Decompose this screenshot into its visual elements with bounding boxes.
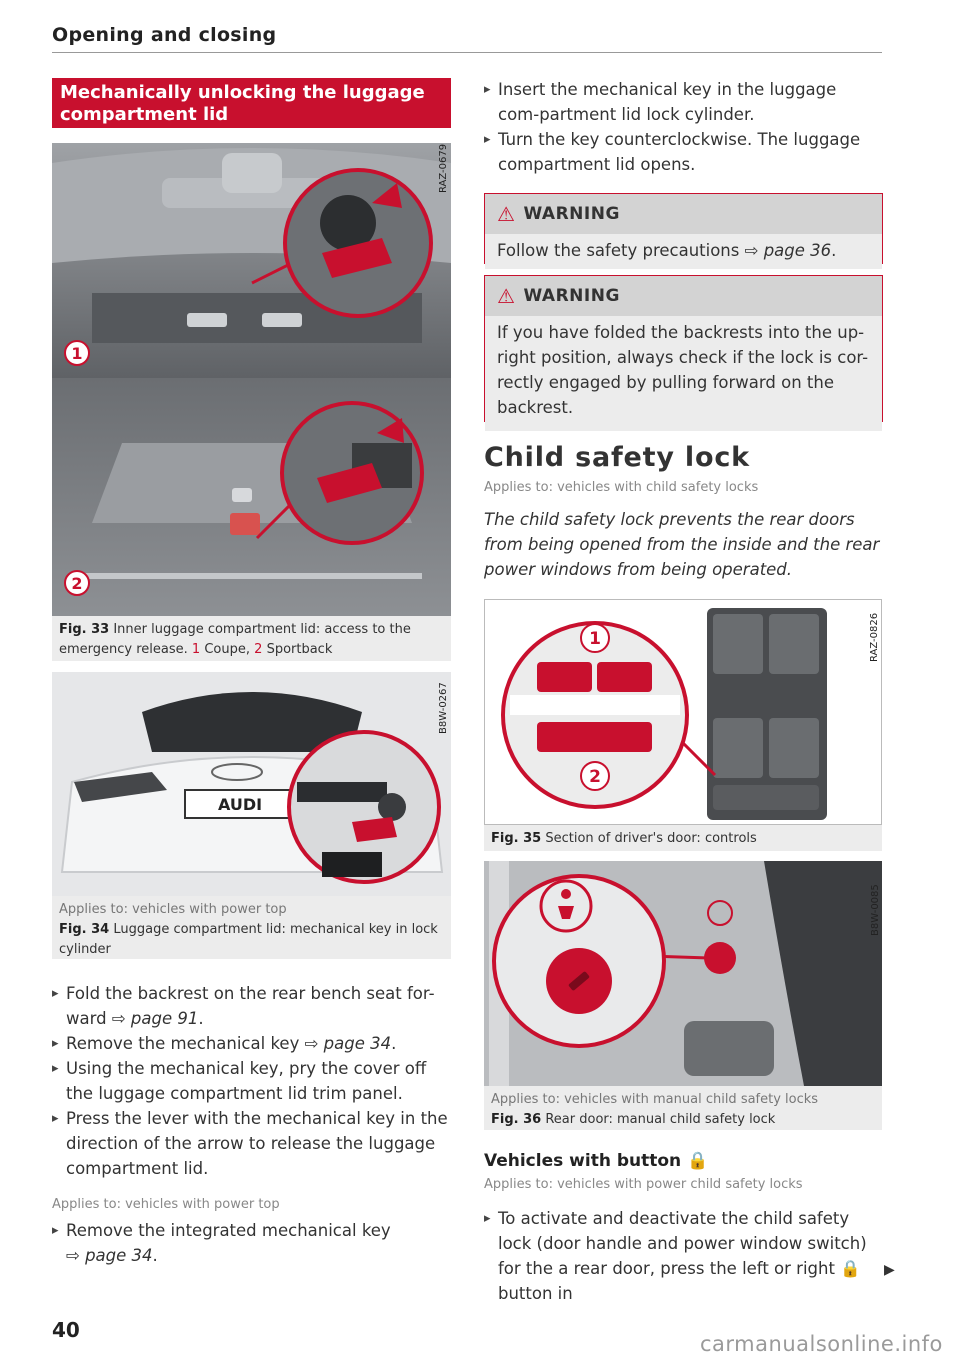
warning-box-1 bbox=[484, 193, 883, 264]
figure-34-badge: AUDI bbox=[217, 795, 263, 814]
figure-33-caption-text-c: Sportback bbox=[266, 642, 333, 657]
warning-2-body: If you have folded the backrests into the up-right position, always check if the lock is cor-rectly engaged by pulling forward on the backrest. bbox=[485, 316, 882, 431]
warning-1-tail: . bbox=[831, 241, 837, 260]
figure-34-illustration bbox=[52, 672, 451, 896]
figure-36-code: B8W-0085 bbox=[870, 884, 881, 936]
figure-35 bbox=[484, 599, 882, 825]
figure-33-caption bbox=[52, 616, 451, 661]
figure-35-marker-1: 1 bbox=[589, 629, 601, 649]
figure-33-marker-1: 1 bbox=[71, 344, 83, 363]
page-34-link-2[interactable]: ⇨ page 34 bbox=[66, 1246, 153, 1265]
warning-2-title: WARNING bbox=[523, 286, 620, 306]
step-activate-tail: button in bbox=[498, 1284, 573, 1303]
warning-triangle-icon: ⚠ bbox=[497, 202, 516, 226]
page-91-link[interactable]: ⇨ page 91 bbox=[111, 1009, 199, 1028]
figure-33-caption-text-a: Inner luggage compartment lid: access to the emergency release. bbox=[59, 622, 411, 657]
step-remove-key-text: Remove the mechanical key bbox=[66, 1034, 300, 1053]
step-fold-tail: . bbox=[198, 1009, 204, 1028]
figure-33-marker-2: 2 bbox=[71, 574, 83, 593]
figure-36-applies: Applies to: vehicles with manual child safety locks bbox=[491, 1092, 819, 1107]
page-36-link[interactable]: ⇨ page 36 bbox=[744, 241, 832, 260]
figure-33 bbox=[52, 143, 451, 616]
figure-33-caption-marker-1: 1 bbox=[191, 642, 201, 657]
figure-36-caption bbox=[484, 1086, 882, 1130]
child-safety-lead: The child safety lock prevents the rear doors from being opened from the inside and the rear power windows from being operated. bbox=[484, 510, 880, 579]
warning-triangle-icon-2: ⚠ bbox=[497, 284, 516, 308]
warning-1-body bbox=[485, 234, 882, 269]
figure-34 bbox=[52, 672, 451, 896]
step-insert-key: ▸ Insert the mechanical key in the luggage com-partment lid lock cylinder. bbox=[484, 77, 882, 127]
figure-34-applies: Applies to: vehicles with power top bbox=[59, 902, 287, 917]
step-fold-backrest bbox=[52, 981, 451, 1031]
figure-34-caption bbox=[52, 896, 451, 959]
step-activate-text: To activate and deactivate the child safety lock (door handle and power window switch) for the a rear door, press the left or right bbox=[498, 1209, 867, 1278]
left-steps bbox=[52, 981, 451, 1181]
section-banner: Mechanically unlocking the luggage compartment lid bbox=[52, 78, 451, 128]
figure-34-caption-text: Luggage compartment lid: mechanical key in lock cylinder bbox=[59, 922, 438, 957]
child-lock-icon: 🔒 bbox=[687, 1151, 709, 1171]
warning-box-2 bbox=[484, 275, 883, 422]
warning-1-header bbox=[485, 194, 882, 234]
figure-36-label: Fig. 36 bbox=[491, 1112, 542, 1127]
figure-35-caption-text: Section of driver's door: controls bbox=[545, 831, 757, 846]
figure-36 bbox=[484, 861, 882, 1086]
figure-34-code: B8W-0267 bbox=[438, 682, 449, 734]
figure-35-marker-2: 2 bbox=[589, 767, 601, 787]
step-remove-key-tail: . bbox=[391, 1034, 397, 1053]
step-press-lever: ▸ Press the lever with the mechanical key in the direction of the arrow to release the luggage compartment lid. bbox=[52, 1106, 451, 1181]
child-safety-applies: Applies to: vehicles with child safety locks bbox=[484, 480, 759, 495]
figure-33-code: RAZ-0679 bbox=[438, 143, 449, 193]
header-rule bbox=[52, 52, 882, 53]
vehicles-with-button-text: Vehicles with button bbox=[484, 1151, 682, 1171]
figure-33-label: Fig. 33 bbox=[59, 622, 110, 637]
figure-33-caption-text-b: Coupe, bbox=[204, 642, 250, 657]
warning-1-text: Follow the safety precautions bbox=[497, 241, 740, 260]
site-watermark: carmanualsonline.info bbox=[700, 1332, 943, 1356]
figure-35-caption bbox=[484, 825, 882, 851]
figure-33-caption-marker-2: 2 bbox=[254, 642, 263, 657]
right-steps bbox=[484, 77, 882, 177]
section-title: Opening and closing bbox=[52, 24, 277, 46]
step-remove-key bbox=[52, 1031, 451, 1056]
power-child-lock-applies: Applies to: vehicles with power child safety locks bbox=[484, 1177, 803, 1192]
step-activate-child-lock bbox=[484, 1206, 882, 1306]
figure-36-illustration bbox=[484, 861, 882, 1086]
child-safety-heading: Child safety lock bbox=[484, 442, 750, 473]
step-remove-integrated-key-text: Remove the integrated mechanical key bbox=[66, 1221, 391, 1240]
step-activate-child-lock-item bbox=[484, 1206, 882, 1306]
child-lock-button-icon: 🔒 bbox=[840, 1259, 861, 1278]
step-remove-integrated-key-tail: . bbox=[152, 1246, 158, 1265]
figure-35-code: RAZ-0826 bbox=[869, 612, 880, 662]
page-number: 40 bbox=[52, 1318, 80, 1342]
figure-34-label: Fig. 34 bbox=[59, 922, 110, 937]
figure-33-illustration bbox=[52, 143, 451, 616]
left-applies-power-top: Applies to: vehicles with power top bbox=[52, 1197, 280, 1212]
page-34-link[interactable]: ⇨ page 34 bbox=[304, 1034, 392, 1053]
warning-1-title: WARNING bbox=[523, 204, 620, 224]
step-turn-key: ▸ Turn the key counterclockwise. The luggage compartment lid opens. bbox=[484, 127, 882, 177]
figure-35-label: Fig. 35 bbox=[491, 831, 542, 846]
continue-arrow-icon: ▶ bbox=[884, 1262, 895, 1278]
step-pry-cover: ▸ Using the mechanical key, pry the cover off the luggage compartment lid trim panel. bbox=[52, 1056, 451, 1106]
step-fold-text: Fold the backrest on the rear bench seat for-ward bbox=[66, 984, 435, 1028]
figure-36-caption-text: Rear door: manual child safety lock bbox=[545, 1112, 776, 1127]
warning-2-header bbox=[485, 276, 882, 316]
step-remove-integrated-key bbox=[52, 1218, 451, 1268]
left-step-power bbox=[52, 1218, 451, 1268]
vehicles-with-button-heading bbox=[484, 1151, 708, 1171]
figure-35-illustration bbox=[485, 600, 881, 824]
